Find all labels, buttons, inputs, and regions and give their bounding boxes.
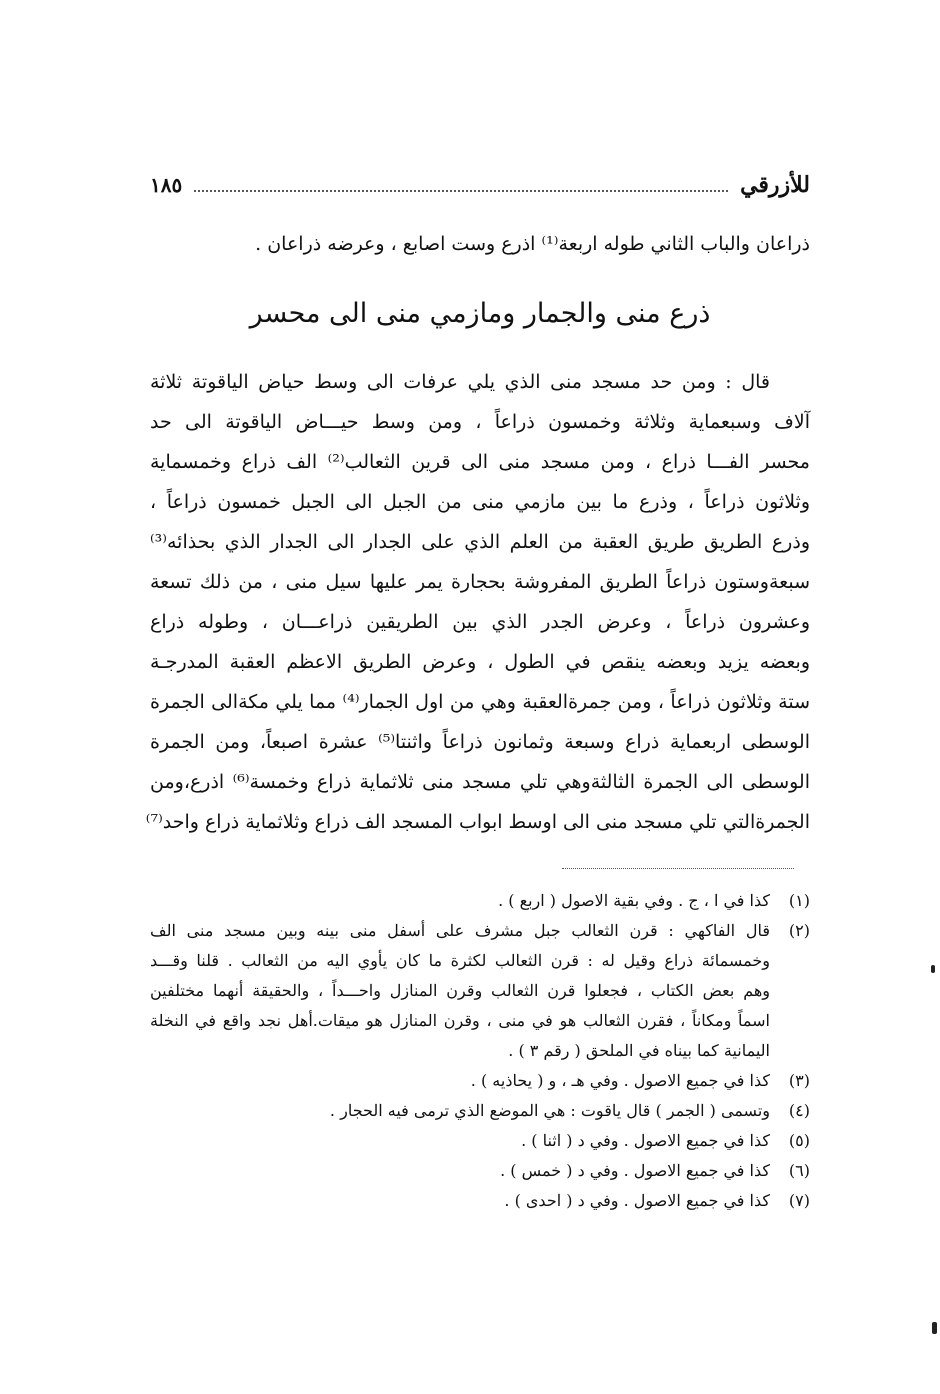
footnote-number: (١) (788, 891, 810, 910)
footnote-1 (150, 886, 810, 916)
body-line: وذرع الطريق طريق العقبة من العلم الذي على الجدار الى الجدار الذي بحذائه⁽³⁾ (150, 531, 810, 553)
footnote-separator (562, 868, 794, 869)
footnote-text: قال الفاكهي : قرن الثعالب جبل مشرف على أسفل منى بينه وبين مسجد منى الف (150, 921, 770, 940)
footnote-text: كذا في جميع الاصول . وفي هـ ، و ( يحاذيه ) . (470, 1071, 770, 1090)
running-header (150, 170, 810, 200)
header-dotted-leader (194, 178, 728, 192)
body-line: ستة وثلاثون ذراعاً ، ومن جمرةالعقبة وهي من اول الجمار⁽⁴⁾ مما يلي مكةالى الجمرة (150, 691, 810, 713)
footnote-4 (150, 1096, 810, 1126)
footnote-number: (٥) (788, 1131, 810, 1150)
footnote-text: وهم بعض الكتاب ، فجعلوا قرن الثعالب وقرن المنازل واحـــداً ، والحقيقة أنهما مختلفين (150, 981, 770, 1000)
body-line: سبعةوستون ذراعاً الطريق المفروشة بحجارة يمر عليها سيل منى ، من ذلك تسعة (150, 571, 810, 593)
running-header-author: للأزرقي (740, 172, 810, 198)
page-number: ١٨٥ (150, 173, 183, 197)
footnote-text: وخمسمائة ذراع وقيل له : قرن الثعالب لكثرة ما كان يأوي اليه من الثعالب . قلنا وقـــد (150, 951, 770, 970)
body-line: الوسطى الى الجمرة الثالثةوهي تلي مسجد منى ثلاثماية ذراع وخمسة⁽⁶⁾ اذرع،ومن (150, 771, 811, 793)
footnote-6 (150, 1156, 810, 1186)
body-line: الجمرةالتي تلي مسجد منى الى اوسط ابواب المسجد الف ذراع وثلاثماية ذراع واحد⁽⁷⁾ (145, 811, 810, 833)
footnote-text: اسماً ومكاناً ، فقرن الثعالب هو في منى ، وقرن المنازل هو ميقات.أهل نجد واقع في النخلة (150, 1011, 770, 1030)
footnote-text: كذا في جميع الاصول . وفي د ( احدى ) . (504, 1191, 770, 1210)
scan-edge-mark (932, 1322, 937, 1334)
body-line: محسر الفـــا ذراع ، ومن مسجد منى الى قرين الثعالب⁽²⁾ الف ذراع وخمسماية (150, 451, 810, 473)
footnote-text: كذا في جميع الاصول . وفي د ( خمس ) . (500, 1161, 770, 1180)
footnote-7 (150, 1186, 810, 1216)
footnote-number: (٤) (788, 1101, 810, 1120)
scan-edge-mark (931, 965, 935, 973)
footnote-3 (150, 1066, 810, 1096)
continuation-line: ذراعان والباب الثاني طوله اربعة⁽¹⁾ اذرع وست اصابع ، وعرضه ذراعان . (255, 233, 810, 255)
body-paragraph (145, 362, 811, 842)
body-line: الوسطى اربعماية ذراع وسبعة وثمانون ذراعاً واثنتا⁽⁵⁾ عشرة اصبعاً، ومن الجمرة (150, 731, 810, 753)
footnote-text: وتسمى ( الجمر ) قال ياقوت : هي الموضع الذي ترمى فيه الحجار . (329, 1101, 770, 1120)
body-line: وبعضه يزيد وبعضه ينقص في الطول ، وعرض الطريق الاعظم العقبة المدرجـة (150, 651, 810, 673)
footnote-number: (٣) (788, 1071, 810, 1090)
footnote-text: كذا في ا ، ج . وفي بقية الاصول ( اربع ) . (498, 891, 770, 910)
footnote-text: كذا في جميع الاصول . وفي د ( اثنا ) . (521, 1131, 770, 1150)
footnote-2 (150, 916, 810, 1066)
footnote-5 (150, 1126, 810, 1156)
footnote-number: (٧) (788, 1191, 810, 1210)
footnotes (150, 886, 810, 1216)
footnote-text: اليمانية كما بيناه في الملحق ( رقم ٣ ) . (508, 1041, 770, 1060)
body-line: آلاف وسبعماية وثلاثة وخمسون ذراعاً ، ومن وسط حيـــاض الياقوتة الى حد (150, 411, 810, 433)
body-line: وثلاثون ذراعاً ، وذرع ما بين مازمي منى من الجبل الى الجبل خمسون ذراعاً ، (150, 491, 810, 513)
body-line: قال : ومن حد مسجد منى الذي يلي عرفات الى وسط حياض الياقوتة ثلاثة (150, 371, 770, 393)
footnote-number: (٢) (788, 921, 810, 940)
footnote-number: (٦) (788, 1161, 810, 1180)
section-title: ذرع منى والجمار ومازمي منى الى محسر (249, 298, 711, 329)
body-line: وعشرون ذراعاً ، وعرض الجدر الذي بين الطريقين ذراعـــان ، وطوله ذراع (150, 611, 810, 633)
